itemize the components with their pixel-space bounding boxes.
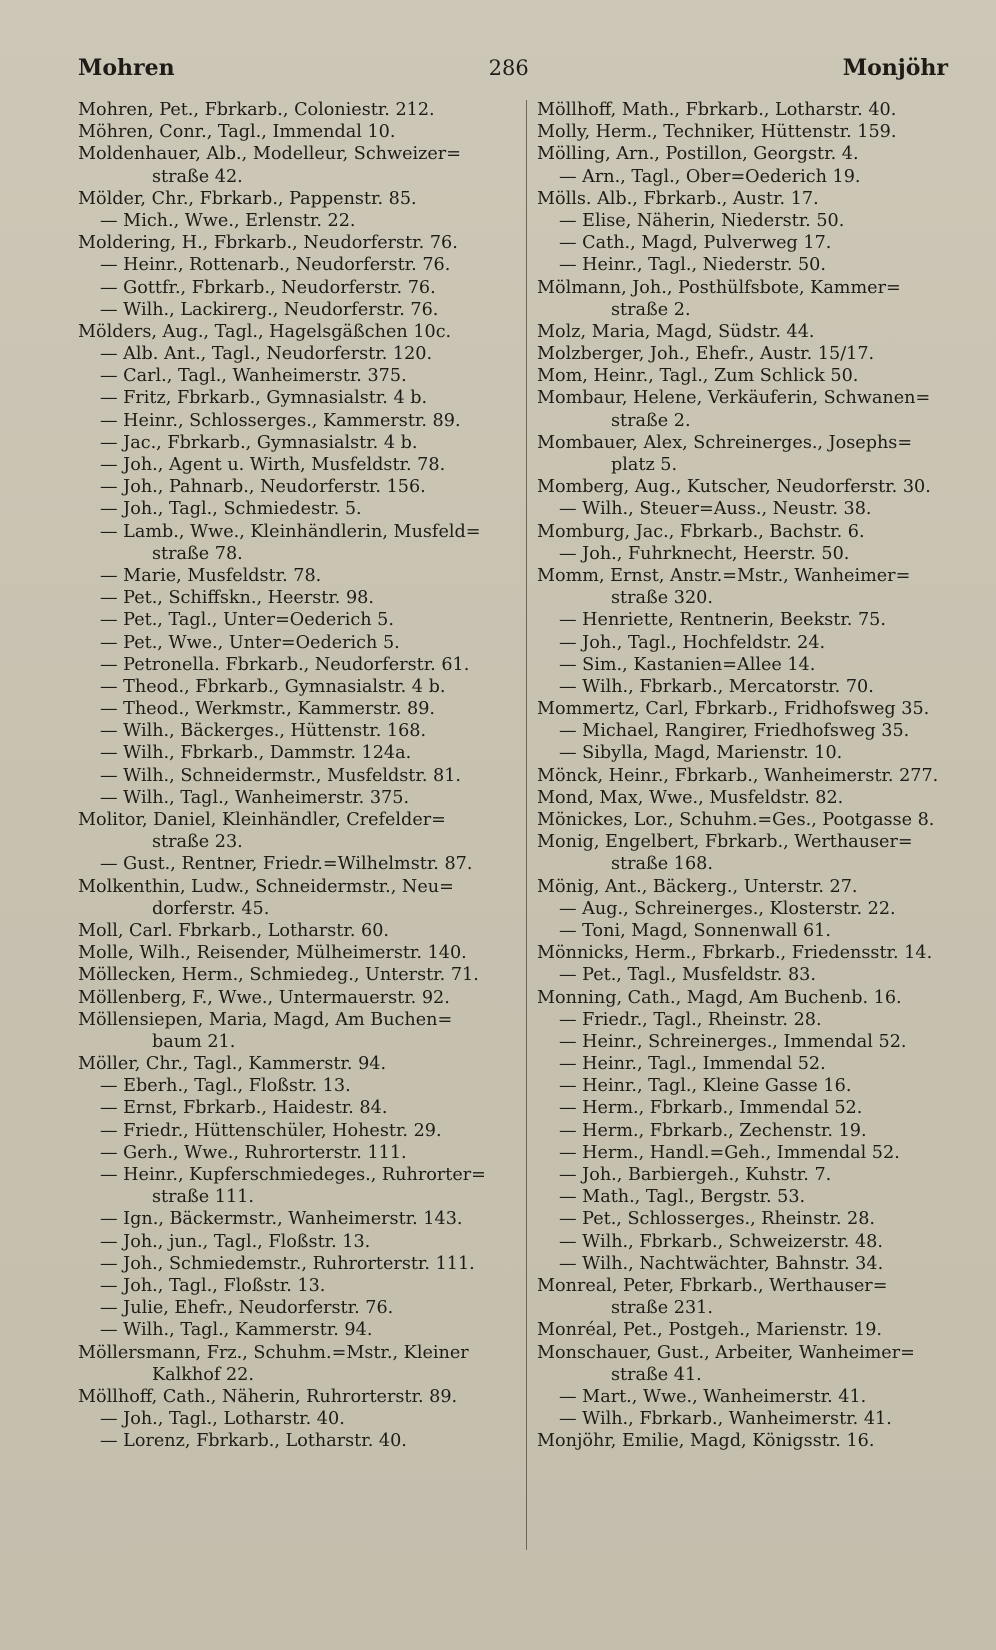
directory-entry: — Aug., Schreinerges., Klosterstr. 22. [559, 898, 896, 919]
directory-entry: — Fritz, Fbrkarb., Gymnasialstr. 4 b. [100, 388, 428, 409]
directory-entry: — Joh., Tagl., Schmiedestr. 5. [100, 499, 362, 520]
directory-entry: Mom, Heinr., Tagl., Zum Schlick 50. [537, 366, 859, 387]
directory-entry: Möllersmann, Frz., Schuhm.=Mstr., Kleiner [78, 1342, 469, 1363]
directory-entry: Mölmann, Joh., Posthülfsbote, Kammer= [537, 277, 901, 298]
directory-entry: Mönig, Ant., Bäckerg., Unterstr. 27. [537, 876, 858, 897]
directory-entry: — Marie, Musfeldstr. 78. [100, 565, 322, 586]
directory-entry: — Mart., Wwe., Wanheimerstr. 41. [559, 1386, 867, 1407]
directory-entry: — Herm., Fbrkarb., Zechenstr. 19. [559, 1120, 867, 1141]
directory-entry: platz 5. [611, 455, 678, 475]
directory-entry: Mombaur, Helene, Verkäuferin, Schwanen= [537, 388, 931, 409]
directory-entry: — Sibylla, Magd, Marienstr. 10. [559, 743, 843, 764]
directory-entry: Molzberger, Joh., Ehefr., Austr. 15/17. [537, 344, 875, 365]
directory-entry: — Joh., Agent u. Wirth, Musfeldstr. 78. [100, 455, 446, 475]
directory-entry: — Jac., Fbrkarb., Gymnasialstr. 4 b. [100, 432, 418, 453]
directory-entry: — Wilh., Steuer=Auss., Neustr. 38. [559, 499, 872, 520]
directory-entry: Monreal, Peter, Fbrkarb., Werthauser= [537, 1275, 888, 1296]
directory-entry: Monréal, Pet., Postgeh., Marienstr. 19. [537, 1320, 882, 1341]
directory-entry: — Heinr., Kupferschmiedeges., Ruhrorter= [100, 1165, 486, 1185]
directory-entry: — Math., Tagl., Bergstr. 53. [559, 1187, 806, 1208]
directory-entry: straße 2. [611, 299, 691, 320]
directory-entry: — Heinr., Schreinerges., Immendal 52. [559, 1031, 907, 1052]
right-column [537, 99, 967, 1452]
directory-entry: — Mich., Wwe., Erlenstr. 22. [100, 210, 356, 231]
directory-entry: Molle, Wilh., Reisender, Mülheimerstr. 140. [78, 943, 467, 964]
directory-entry: — Joh., Tagl., Floßstr. 13. [100, 1275, 326, 1296]
directory-entry: — Toni, Magd, Sonnenwall 61. [559, 920, 831, 941]
directory-entry: Möllensiepen, Maria, Magd, Am Buchen= [78, 1009, 453, 1030]
directory-entry: straße 42. [152, 166, 243, 187]
directory-entry: — Pet., Tagl., Musfeldstr. 83. [559, 965, 816, 986]
directory-entry: Mombauer, Alex, Schreinerges., Josephs= [537, 432, 913, 453]
directory-entry: — Gust., Rentner, Friedr.=Wilhelmstr. 87. [100, 854, 473, 875]
directory-entry: straße 41. [611, 1364, 702, 1385]
directory-entry: Möllhoff, Cath., Näherin, Ruhrorterstr. 89. [78, 1386, 458, 1407]
directory-entry: Mönickes, Lor., Schuhm.=Ges., Pootgasse 8. [537, 810, 935, 830]
directory-entry: — Lorenz, Fbrkarb., Lotharstr. 40. [100, 1431, 407, 1452]
directory-entry: Möllecken, Herm., Schmiedeg., Unterstr. 71. [78, 965, 479, 986]
directory-entry: — Theod., Fbrkarb., Gymnasialstr. 4 b. [100, 676, 446, 697]
directory-entry: — Heinr., Tagl., Niederstr. 50. [559, 255, 826, 276]
directory-entry: — Wilh., Fbrkarb., Mercatorstr. 70. [559, 676, 874, 697]
directory-entry: — Ernst, Fbrkarb., Haidestr. 84. [100, 1098, 388, 1119]
directory-entry: Moll, Carl. Fbrkarb., Lotharstr. 60. [78, 920, 390, 941]
directory-entry: — Joh., Schmiedemstr., Ruhrorterstr. 111. [100, 1253, 475, 1274]
directory-entry: Monjöhr, Emilie, Magd, Königsstr. 16. [537, 1431, 875, 1452]
directory-entry: — Wilh., Bäckerges., Hüttenstr. 168. [100, 721, 427, 742]
directory-entry: — Sim., Kastanien=Allee 14. [559, 654, 816, 675]
directory-entry: — Joh., Pahnarb., Neudorferstr. 156. [100, 477, 426, 498]
page-header [78, 50, 948, 86]
directory-entry: Mönck, Heinr., Fbrkarb., Wanheimerstr. 277. [537, 765, 939, 786]
directory-entry: — Wilh., Fbrkarb., Schweizerstr. 48. [559, 1231, 883, 1252]
directory-entry: — Pet., Schlosserges., Rheinstr. 28. [559, 1209, 875, 1230]
directory-entry: Molly, Herm., Techniker, Hüttenstr. 159. [537, 122, 897, 143]
directory-entry: baum 21. [152, 1031, 236, 1052]
directory-entry: Möhren, Conr., Tagl., Immendal 10. [78, 122, 396, 143]
directory-entry: straße 231. [611, 1298, 713, 1319]
directory-entry: — Arn., Tagl., Ober=Oederich 19. [559, 166, 861, 187]
directory-entry: Mond, Max, Wwe., Musfeldstr. 82. [537, 787, 844, 808]
directory-entry: — Petronella. Fbrkarb., Neudorferstr. 61. [100, 654, 470, 675]
directory-entry: Möllenberg, F., Wwe., Untermauerstr. 92. [78, 987, 450, 1008]
directory-entry: straße 78. [152, 543, 243, 564]
directory-entry: — Theod., Werkmstr., Kammerstr. 89. [100, 699, 436, 720]
left-column [78, 99, 518, 1452]
directory-entry: Momm, Ernst, Anstr.=Mstr., Wanheimer= [537, 565, 911, 586]
directory-entry: Moldering, H., Fbrkarb., Neudorferstr. 76. [78, 233, 458, 254]
directory-entry: — Wilh., Nachtwächter, Bahnstr. 34. [559, 1253, 884, 1274]
header-left-keyword: Mohren [78, 55, 175, 81]
directory-entry: — Henriette, Rentnerin, Beekstr. 75. [559, 610, 886, 631]
page-number: 286 [488, 56, 529, 80]
directory-entry: — Wilh., Tagl., Kammerstr. 94. [100, 1320, 373, 1341]
directory-entry: — Carl., Tagl., Wanheimerstr. 375. [100, 366, 407, 387]
directory-entry: straße 168. [611, 854, 713, 875]
directory-entry: straße 111. [152, 1187, 254, 1208]
directory-entry: Monig, Engelbert, Fbrkarb., Werthauser= [537, 832, 913, 853]
directory-entry: — Wilh., Fbrkarb., Wanheimerstr. 41. [559, 1409, 892, 1430]
directory-entry: — Joh., Tagl., Hochfeldstr. 24. [559, 632, 826, 653]
directory-entry: — Wilh., Schneidermstr., Musfeldstr. 81. [100, 765, 461, 786]
directory-entry: straße 23. [152, 832, 243, 853]
directory-entry: — Heinr., Rottenarb., Neudorferstr. 76. [100, 255, 451, 276]
directory-entry: — Gottfr., Fbrkarb., Neudorferstr. 76. [100, 277, 436, 298]
directory-entry: Molkenthin, Ludw., Schneidermstr., Neu= [78, 876, 454, 897]
directory-entry: — Cath., Magd, Pulverweg 17. [559, 233, 832, 254]
directory-entry: Monning, Cath., Magd, Am Buchenb. 16. [537, 987, 902, 1008]
directory-entry: Monschauer, Gust., Arbeiter, Wanheimer= [537, 1342, 915, 1363]
directory-entry: Mölder, Chr., Fbrkarb., Pappenstr. 85. [78, 188, 417, 209]
directory-entry: — Pet., Tagl., Unter=Oederich 5. [100, 610, 394, 631]
directory-entry: Mohren, Pet., Fbrkarb., Coloniestr. 212. [78, 100, 435, 120]
directory-entry: — Wilh., Fbrkarb., Dammstr. 124a. [100, 743, 412, 764]
directory-entry: Mönnicks, Herm., Fbrkarb., Friedensstr. 14. [537, 943, 933, 964]
directory-entry: Mommertz, Carl, Fbrkarb., Fridhofsweg 35. [537, 699, 930, 720]
column-divider [526, 100, 527, 1550]
directory-entry: Möller, Chr., Tagl., Kammerstr. 94. [78, 1054, 387, 1075]
directory-entry: straße 320. [611, 588, 713, 609]
directory-entry: Momburg, Jac., Fbrkarb., Bachstr. 6. [537, 521, 865, 542]
directory-entry: — Lamb., Wwe., Kleinhändlerin, Musfeld= [100, 521, 481, 542]
directory-entry: — Heinr., Tagl., Kleine Gasse 16. [559, 1076, 852, 1097]
directory-entry: — Pet., Wwe., Unter=Oederich 5. [100, 632, 400, 653]
directory-entry: dorferstr. 45. [152, 898, 270, 919]
directory-entry: — Elise, Näherin, Niederstr. 50. [559, 210, 845, 231]
directory-entry: — Ign., Bäckermstr., Wanheimerstr. 143. [100, 1209, 463, 1230]
directory-entry: Molitor, Daniel, Kleinhändler, Crefelder= [78, 810, 446, 830]
directory-entry: — Friedr., Tagl., Rheinstr. 28. [559, 1009, 822, 1030]
directory-entry: — Alb. Ant., Tagl., Neudorferstr. 120. [100, 344, 433, 365]
directory-entry: — Heinr., Schlosserges., Kammerstr. 89. [100, 410, 461, 431]
directory-entry: — Joh., Fuhrknecht, Heerstr. 50. [559, 543, 850, 564]
directory-entry: — Herm., Fbrkarb., Immendal 52. [559, 1098, 863, 1119]
directory-entry: — Friedr., Hüttenschüler, Hohestr. 29. [100, 1120, 442, 1141]
directory-entry: Mölders, Aug., Tagl., Hagelsgäßchen 10c. [78, 321, 452, 342]
directory-entry: Mölls. Alb., Fbrkarb., Austr. 17. [537, 188, 819, 209]
directory-entry: — Michael, Rangirer, Friedhofsweg 35. [559, 721, 910, 742]
directory-entry: Mölling, Arn., Postillon, Georgstr. 4. [537, 144, 859, 165]
directory-entry: Molz, Maria, Magd, Südstr. 44. [537, 321, 815, 342]
directory-entry: Kalkhof 22. [152, 1364, 254, 1385]
directory-entry: — Joh., Tagl., Lotharstr. 40. [100, 1409, 345, 1430]
header-right-keyword: Monjöhr [842, 55, 948, 81]
directory-entry: — Gerh., Wwe., Ruhrorterstr. 111. [100, 1142, 407, 1163]
directory-entry: straße 2. [611, 410, 691, 431]
directory-entry: Moldenhauer, Alb., Modelleur, Schweizer= [78, 144, 461, 165]
directory-entry: Momberg, Aug., Kutscher, Neudorferstr. 30. [537, 477, 931, 498]
directory-entry: — Eberh., Tagl., Floßstr. 13. [100, 1076, 351, 1097]
directory-entry: — Wilh., Tagl., Wanheimerstr. 375. [100, 787, 410, 808]
directory-entry: — Wilh., Lackirerg., Neudorferstr. 76. [100, 299, 439, 320]
directory-entry: — Julie, Ehefr., Neudorferstr. 76. [100, 1298, 394, 1319]
directory-entry: — Joh., Barbiergeh., Kuhstr. 7. [559, 1165, 832, 1185]
directory-entry: Möllhoff, Math., Fbrkarb., Lotharstr. 40. [537, 100, 897, 120]
directory-entry: — Herm., Handl.=Geh., Immendal 52. [559, 1142, 900, 1163]
directory-entry: — Heinr., Tagl., Immendal 52. [559, 1054, 826, 1075]
directory-entry: — Joh., jun., Tagl., Floßstr. 13. [100, 1231, 371, 1252]
directory-entry: — Pet., Schiffskn., Heerstr. 98. [100, 588, 374, 609]
